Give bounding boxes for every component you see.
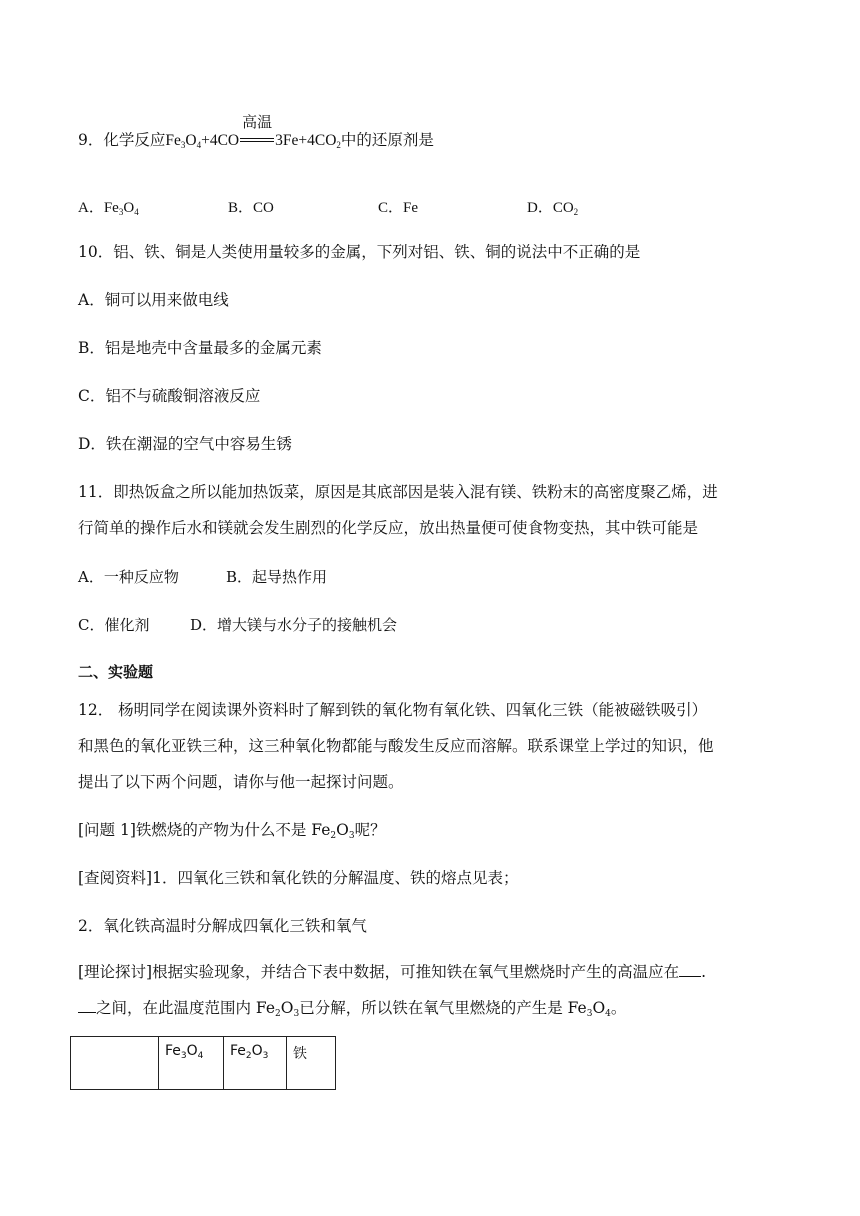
q12-theory-line-2: 之间，在此温度范围内 $Fe_2O_3$已分解，所以铁在氧气里燃烧的产生是 $Fe_3O_4$。 (78, 998, 626, 1018)
formula-product: $3Fe+4CO_2$ (275, 132, 341, 150)
section-heading: 二、实验题 (78, 663, 154, 681)
q12-question-1: [问题 1]铁燃烧的产物为什么不是 $Fe_2O_3$呢？ (78, 821, 386, 841)
table-header-row (71, 1037, 336, 1090)
q10-option-a: A．铜可以用来做电线 (78, 291, 229, 309)
table-header-iron: 铁 (287, 1037, 336, 1090)
q12-stem-line-1: 12． 杨明同学在阅读课外资料时了解到铁的氧化物有氧化铁、四氧化三铁（能被磁铁吸引） (78, 701, 708, 719)
q9-option-b: B．CO (228, 200, 274, 216)
q12-reference-2: 2．氧化铁高温时分解成四氧化三铁和氧气 (78, 917, 367, 935)
reaction-condition-arrow (239, 113, 275, 150)
q11-stem-line-2: 行简单的操作后水和镁就会发生剧烈的化学反应，放出热量便可使食物变热，其中铁可能是 (78, 519, 699, 537)
table-header-fe2o3: $Fe_2O_3$ (224, 1037, 287, 1090)
q10-option-c: C．铝不与硫酸铜溶液反应 (78, 387, 261, 405)
q9-option-d: D．$CO_2$ (527, 200, 579, 217)
q11-option-d: D．增大镁与水分子的接触机会 (190, 616, 398, 634)
formula-reactant-1: $Fe_3O_4$ (165, 132, 202, 150)
q12-stem-line-3: 提出了以下两个问题，请你与他一起探讨问题。 (78, 773, 404, 791)
q11-option-a: A．一种反应物 (78, 568, 179, 586)
q9-option-c: C．Fe (378, 200, 419, 216)
table-header-fe3o4: $Fe_3O_4$ (159, 1037, 224, 1090)
q12-theory-line-1: [理论探讨]根据实验现象，并结合下表中数据，可推知铁在氧气里燃烧时产生的高温应在 . (78, 963, 707, 981)
data-table (70, 1036, 336, 1090)
reaction-condition: 高温 (242, 113, 273, 131)
q10-option-b: B．铝是地壳中含量最多的金属元素 (78, 339, 322, 357)
q12-reference-1: [查阅资料]1．四氧化三铁和氧化铁的分解温度、铁的熔点见表； (78, 869, 519, 887)
formula-reactant-2: +4CO (201, 132, 240, 149)
q9-stem: 9．化学反应$Fe_3O_4+4CO$ 高温 $3Fe+4CO_2$中的还原剂是 (78, 113, 434, 150)
q10-option-d: D．铁在潮湿的空气中容易生锈 (78, 435, 292, 453)
q11-stem-line-1: 11．即热饭盒之所以能加热饭菜，原因是其底部因是装入混有镁、铁粉末的高密度聚乙烯，进 (78, 483, 718, 501)
table-header-empty (71, 1037, 159, 1090)
q12-stem-line-2: 和黑色的氧化亚铁三种，这三种氧化物都能与酸发生反应而溶解。联系课堂上学过的知识，他 (78, 737, 714, 755)
answer-blank[interactable] (679, 962, 701, 977)
q9-option-a: A．$Fe_3O_4$ (78, 200, 139, 217)
answer-blank-continued[interactable] (78, 998, 96, 1013)
q11-option-c: C．催化剂 (78, 616, 150, 634)
q11-option-b: B．起导热作用 (226, 568, 328, 586)
q10-stem: 10．铝、铁、铜是人类使用量较多的金属，下列对铝、铁、铜的说法中不正确的是 (78, 243, 641, 261)
